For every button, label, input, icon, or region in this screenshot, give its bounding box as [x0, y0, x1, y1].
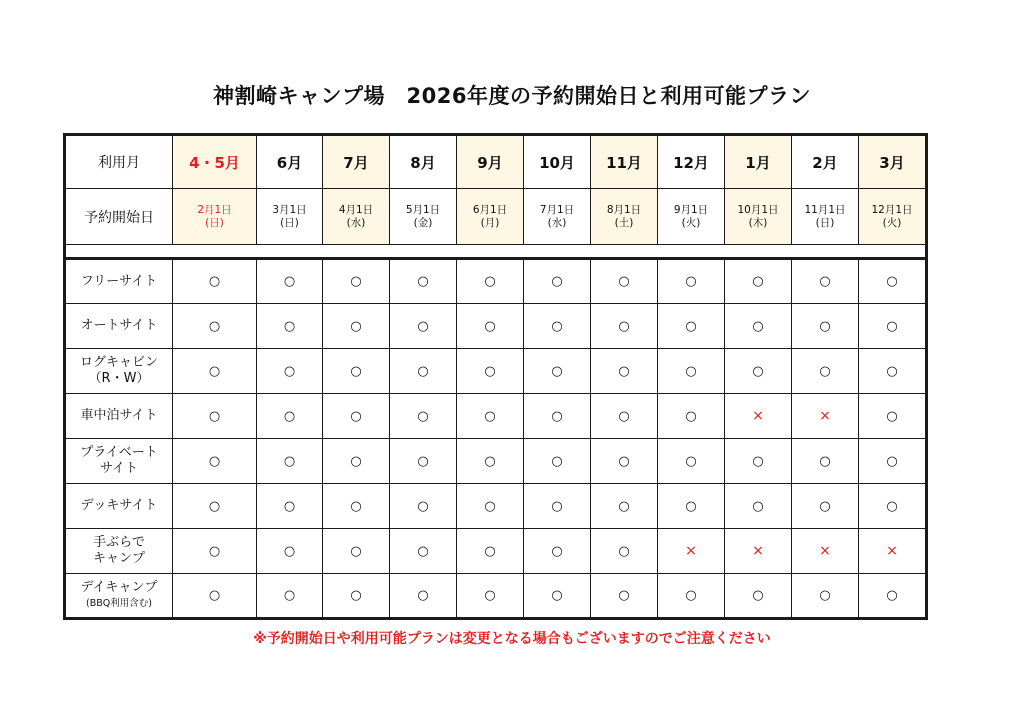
plan-name-line2: キャンプ: [92, 551, 145, 566]
reserve-date-cell: [658, 189, 725, 245]
reserve-date-cell: [457, 189, 524, 245]
plan-row: [65, 394, 927, 439]
plan-name-line2: サイト: [99, 461, 139, 476]
available-mark: ○: [390, 304, 457, 349]
plan-name-line2: （R・W）: [88, 371, 150, 386]
available-mark: ○: [792, 349, 859, 394]
unavailable-mark: ×: [725, 529, 792, 574]
plan-name-line1: デイキャンプ: [80, 579, 158, 595]
available-mark: ○: [457, 394, 524, 439]
available-mark: ○: [859, 259, 927, 304]
available-mark: ○: [323, 529, 390, 574]
available-mark: ○: [859, 349, 927, 394]
plan-name-line2: (BBQ利用含む): [86, 597, 152, 609]
unavailable-mark: ×: [859, 529, 927, 574]
month-cell: 6月: [257, 135, 323, 189]
plan-row: [65, 439, 927, 484]
available-mark: ○: [390, 439, 457, 484]
plan-name-cell: [65, 529, 173, 574]
reserve-header-label: 予約開始日: [65, 189, 173, 245]
available-mark: ○: [725, 349, 792, 394]
available-mark: ○: [257, 304, 323, 349]
reserve-date: 8月1日: [606, 203, 642, 216]
available-mark: ○: [457, 484, 524, 529]
available-mark: ○: [323, 394, 390, 439]
spacer-row: [65, 245, 927, 259]
available-mark: ○: [457, 439, 524, 484]
month-cell: 4・5月: [173, 135, 257, 189]
reserve-row: [65, 189, 927, 245]
available-mark: ○: [173, 574, 257, 619]
available-mark: ○: [591, 259, 658, 304]
plan-row: [65, 304, 927, 349]
plan-name-line1: デッキサイト: [80, 498, 158, 513]
available-mark: ○: [591, 529, 658, 574]
reserve-date: 4月1日: [338, 203, 374, 216]
reserve-date-cell: [323, 189, 390, 245]
available-mark: ○: [257, 439, 323, 484]
plan-name-cell: [65, 439, 173, 484]
reserve-weekday: (水): [547, 216, 567, 229]
available-mark: ○: [257, 529, 323, 574]
plan-name-cell: [65, 349, 173, 394]
spacer-cell: [65, 245, 927, 259]
available-mark: ○: [658, 349, 725, 394]
available-mark: ○: [591, 304, 658, 349]
month-header-label: 利用月: [65, 135, 173, 189]
available-mark: ○: [658, 259, 725, 304]
page-title: 神割崎キャンプ場 2026年度の予約開始日と利用可能プラン: [213, 84, 811, 108]
plan-name-cell: [65, 304, 173, 349]
available-mark: ○: [457, 304, 524, 349]
plan-row: [65, 484, 927, 529]
available-mark: ○: [323, 259, 390, 304]
available-mark: ○: [859, 304, 927, 349]
reserve-weekday: (日): [205, 216, 224, 229]
plan-name-line1: 車中泊サイト: [80, 408, 158, 423]
reserve-weekday: (月): [480, 216, 500, 229]
available-mark: ○: [591, 349, 658, 394]
available-mark: ○: [257, 574, 323, 619]
available-mark: ○: [390, 574, 457, 619]
month-cell: 10月: [524, 135, 591, 189]
reserve-date-cell: [524, 189, 591, 245]
unavailable-mark: ×: [725, 394, 792, 439]
unavailable-mark: ×: [792, 394, 859, 439]
available-mark: ○: [257, 394, 323, 439]
plan-row: [65, 259, 927, 304]
reserve-weekday: (木): [748, 216, 768, 229]
available-mark: ○: [658, 484, 725, 529]
available-mark: ○: [524, 529, 591, 574]
month-cell: 12月: [658, 135, 725, 189]
reserve-weekday: (水): [346, 216, 366, 229]
unavailable-mark: ×: [658, 529, 725, 574]
available-mark: ○: [524, 259, 591, 304]
reserve-date: 2月1日: [197, 203, 232, 216]
plan-row: [65, 529, 927, 574]
reserve-date: 3月1日: [272, 203, 307, 216]
month-row: [65, 135, 927, 189]
available-mark: ○: [524, 484, 591, 529]
available-mark: ○: [457, 349, 524, 394]
reserve-date: 12月1日: [871, 203, 913, 216]
available-mark: ○: [591, 439, 658, 484]
available-mark: ○: [591, 484, 658, 529]
available-mark: ○: [792, 259, 859, 304]
available-mark: ○: [173, 529, 257, 574]
available-mark: ○: [390, 349, 457, 394]
reserve-weekday: (火): [882, 216, 902, 229]
reserve-date: 11月1日: [804, 203, 846, 216]
available-mark: ○: [658, 394, 725, 439]
plan-name-cell: [65, 574, 173, 619]
reserve-date-cell: [859, 189, 927, 245]
available-mark: ○: [725, 259, 792, 304]
unavailable-mark: ×: [792, 529, 859, 574]
reserve-weekday: (日): [280, 216, 299, 229]
reserve-weekday: (火): [681, 216, 701, 229]
plan-name-line1: オートサイト: [80, 318, 158, 333]
available-mark: ○: [591, 574, 658, 619]
available-mark: ○: [390, 529, 457, 574]
available-mark: ○: [457, 574, 524, 619]
available-mark: ○: [390, 259, 457, 304]
available-mark: ○: [173, 394, 257, 439]
reserve-date: 9月1日: [673, 203, 709, 216]
available-mark: ○: [390, 394, 457, 439]
available-mark: ○: [173, 349, 257, 394]
reserve-date: 6月1日: [472, 203, 508, 216]
available-mark: ○: [725, 439, 792, 484]
available-mark: ○: [173, 484, 257, 529]
reserve-date: 5月1日: [405, 203, 441, 216]
available-mark: ○: [173, 304, 257, 349]
available-mark: ○: [658, 439, 725, 484]
month-cell: 9月: [457, 135, 524, 189]
available-mark: ○: [792, 439, 859, 484]
reserve-date-cell: [591, 189, 658, 245]
reserve-date-cell: [173, 189, 257, 245]
available-mark: ○: [591, 394, 658, 439]
available-mark: ○: [457, 259, 524, 304]
available-mark: ○: [323, 304, 390, 349]
available-mark: ○: [725, 304, 792, 349]
reserve-date-cell: [257, 189, 323, 245]
available-mark: ○: [859, 574, 927, 619]
available-mark: ○: [524, 304, 591, 349]
reserve-date: 10月1日: [737, 203, 779, 216]
plan-name-line1: フリーサイト: [80, 273, 158, 289]
available-mark: ○: [859, 439, 927, 484]
available-mark: ○: [792, 484, 859, 529]
available-mark: ○: [792, 304, 859, 349]
available-mark: ○: [257, 484, 323, 529]
available-mark: ○: [173, 259, 257, 304]
available-mark: ○: [792, 574, 859, 619]
reserve-date-cell: [792, 189, 859, 245]
available-mark: ○: [323, 574, 390, 619]
plan-table: [63, 133, 928, 620]
plan-name-cell: [65, 394, 173, 439]
plan-name-line1: 手ぶらで: [93, 535, 145, 550]
month-cell: 3月: [859, 135, 927, 189]
available-mark: ○: [658, 574, 725, 619]
reserve-weekday: (日): [815, 216, 835, 229]
reserve-date-cell: [390, 189, 457, 245]
plan-name-cell: [65, 259, 173, 304]
month-cell: 2月: [792, 135, 859, 189]
reserve-date: 7月1日: [539, 203, 575, 216]
available-mark: ○: [390, 484, 457, 529]
available-mark: ○: [323, 349, 390, 394]
month-cell: 11月: [591, 135, 658, 189]
plan-row: [65, 349, 927, 394]
month-cell: 7月: [323, 135, 390, 189]
plan-name-cell: [65, 484, 173, 529]
available-mark: ○: [323, 439, 390, 484]
plan-name-line1: プライベート: [80, 445, 158, 460]
available-mark: ○: [173, 439, 257, 484]
available-mark: ○: [323, 484, 390, 529]
plan-name-line1: ログキャビン: [79, 355, 158, 370]
reserve-weekday: (金): [413, 216, 433, 229]
available-mark: ○: [257, 349, 323, 394]
plan-row: [65, 574, 927, 619]
available-mark: ○: [257, 259, 323, 304]
reserve-date-cell: [725, 189, 792, 245]
available-mark: ○: [524, 394, 591, 439]
available-mark: ○: [859, 394, 927, 439]
available-mark: ○: [524, 349, 591, 394]
available-mark: ○: [725, 484, 792, 529]
available-mark: ○: [457, 529, 524, 574]
available-mark: ○: [524, 439, 591, 484]
available-mark: ○: [725, 574, 792, 619]
available-mark: ○: [658, 304, 725, 349]
month-cell: 1月: [725, 135, 792, 189]
available-mark: ○: [859, 484, 927, 529]
month-cell: 8月: [390, 135, 457, 189]
notice-text: ※予約開始日や利用可能プランは変更となる場合もございますのでご注意ください: [253, 631, 771, 647]
available-mark: ○: [524, 574, 591, 619]
reserve-weekday: (土): [614, 216, 634, 229]
